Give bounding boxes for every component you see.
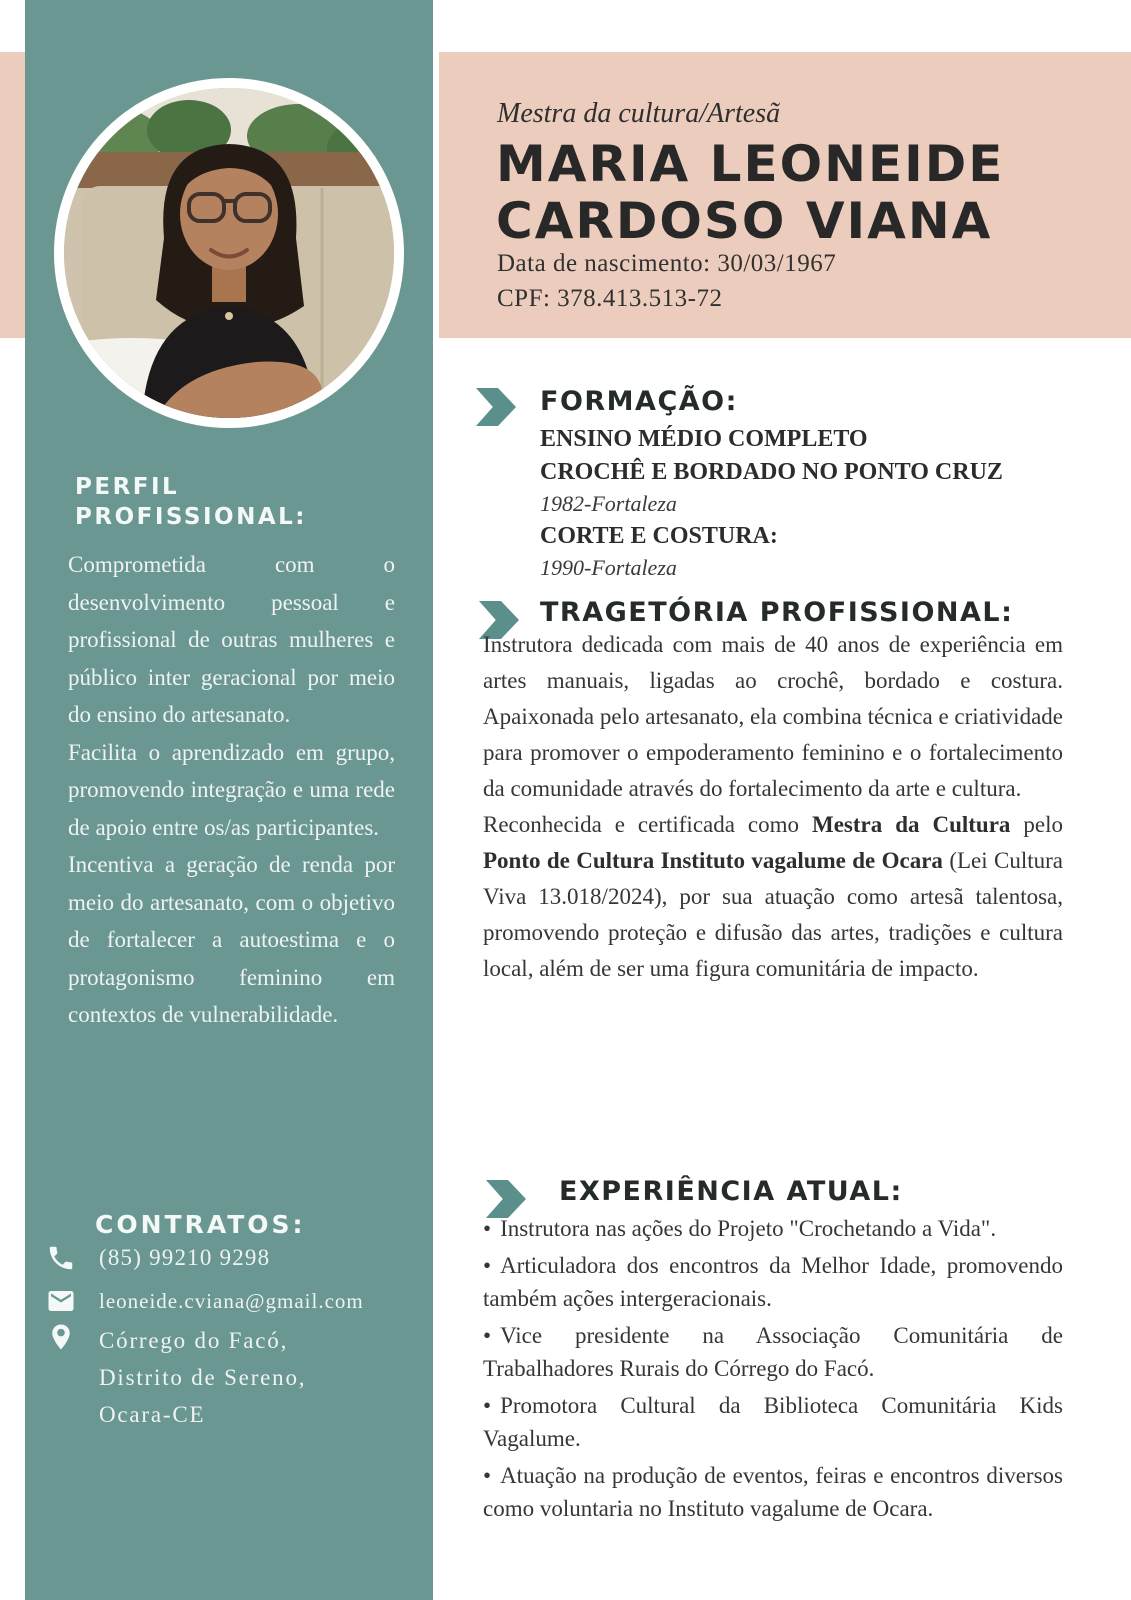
trajetoria-text: (Lei Cultura Viva 13.018/2024), por sua atuação como artesã talentosa, promovendo proteção e difusão das artes, tradições e cultura local, além de ser uma figura comunitária de impacto. bbox=[483, 848, 1063, 981]
education-item-title: CORTE E COSTURA: bbox=[540, 523, 778, 549]
experience-item bbox=[483, 1212, 1063, 1246]
contact-row-address bbox=[46, 1322, 306, 1433]
education-item-year: 1990-Fortaleza bbox=[540, 555, 677, 580]
person-name bbox=[496, 136, 1004, 250]
phone-icon bbox=[46, 1243, 76, 1273]
bullet-marker: • bbox=[483, 1392, 492, 1418]
profile-paragraph: Comprometida com o desenvolvimento pessoal e profissional de outras mulheres e público inter geracional por meio do ensino do artesanato. bbox=[68, 552, 395, 727]
address-line3: Ocara-CE bbox=[99, 1402, 206, 1427]
profile-paragraph: Facilita o aprendizado em grupo, promovendo integração e uma rede de apoio entre os/as participantes. bbox=[68, 739, 395, 840]
experience-text: Promotora Cultural da Biblioteca Comunitária Kids Vagalume. bbox=[483, 1392, 1063, 1451]
bullet-marker: • bbox=[483, 1462, 492, 1488]
sidebar bbox=[25, 0, 439, 1600]
education-item-year: 1982-Fortaleza bbox=[540, 491, 677, 516]
main-content bbox=[439, 0, 1131, 1600]
experience-text: Atuação na produção de eventos, feiras e encontros diversos como voluntaria no Instituto vagalume de Ocara. bbox=[483, 1462, 1063, 1521]
birth-date: Data de nascimento: 30/03/1967 bbox=[497, 250, 837, 277]
contact-row-phone bbox=[46, 1243, 270, 1273]
education-item-title: ENSINO MÉDIO COMPLETO bbox=[540, 426, 868, 452]
cpf-number: CPF: 378.413.513-72 bbox=[497, 285, 723, 312]
education-list bbox=[540, 424, 1100, 585]
contact-row-email bbox=[46, 1286, 364, 1316]
trajetoria-bold-org: Ponto de Cultura Instituto vagalume de Ocara bbox=[483, 848, 943, 873]
experience-list bbox=[483, 1212, 1063, 1529]
experience-text: Vice presidente na Associação Comunitária de Trabalhadores Rurais do Córrego do Facó. bbox=[483, 1322, 1063, 1381]
trajetoria-text: Reconhecida e certificada como bbox=[483, 812, 812, 837]
experience-item bbox=[483, 1319, 1063, 1386]
trajetoria-bold-title: Mestra da Cultura bbox=[812, 812, 1011, 837]
trajetoria-paragraph-2 bbox=[483, 807, 1063, 987]
section-title-formacao: FORMAÇÃO: bbox=[540, 386, 738, 417]
profile-title-line1: PERFIL bbox=[75, 474, 180, 500]
envelope-icon bbox=[46, 1286, 76, 1316]
experience-text: Instrutora nas ações do Projeto "Crochetando a Vida". bbox=[500, 1216, 997, 1241]
chevron-right-icon bbox=[476, 388, 516, 426]
experience-text: Articuladora dos encontros da Melhor Idade, promovendo também ações intergeracionais. bbox=[483, 1252, 1063, 1311]
email-address: leoneide.cviana@gmail.com bbox=[99, 1288, 364, 1313]
profile-paragraph: Incentiva a geração de renda por meio do artesanato, com o objetivo de fortalecer a autoestima e o protagonismo feminino em contextos de vulnerabilidade. bbox=[68, 852, 395, 1027]
person-name-line2: CARDOSO VIANA bbox=[496, 192, 993, 250]
profile-section-title bbox=[75, 472, 307, 532]
contacts-section-title: CONTRATOS: bbox=[95, 1210, 306, 1239]
profile-photo-illustration bbox=[64, 88, 394, 418]
address-line2: Distrito de Sereno, bbox=[99, 1365, 307, 1390]
profile-title-line2: PROFISSIONAL: bbox=[75, 504, 307, 530]
trajetoria-body bbox=[483, 627, 1063, 987]
experience-item bbox=[483, 1249, 1063, 1316]
experience-item bbox=[483, 1389, 1063, 1456]
profile-photo bbox=[54, 78, 404, 428]
education-item-title: CROCHÊ E BORDADO NO PONTO CRUZ bbox=[540, 459, 1003, 485]
bullet-marker: • bbox=[483, 1252, 492, 1278]
role-subtitle: Mestra da cultura/Artesã bbox=[497, 98, 781, 129]
trajetoria-text: pelo bbox=[1010, 812, 1063, 837]
location-pin-icon bbox=[46, 1322, 76, 1352]
experience-item bbox=[483, 1459, 1063, 1526]
bullet-marker: • bbox=[483, 1322, 492, 1348]
section-title-experiencia: EXPERIÊNCIA ATUAL: bbox=[559, 1176, 903, 1207]
profile-paragraphs bbox=[68, 546, 395, 1034]
person-name-line1: MARIA LEONEIDE bbox=[496, 135, 1005, 193]
trajetoria-paragraph-1: Instrutora dedicada com mais de 40 anos de experiência em artes manuais, ligadas ao crochê, bordado e costura. Apaixonada pelo artesanato, ela combina técnica e criatividade para promover o empoderamento feminino e o fortalecimento da comunidade através do fortalecimento da arte e cultura. bbox=[483, 632, 1063, 801]
section-title-trajetoria: TRAGETÓRIA PROFISSIONAL: bbox=[540, 597, 1014, 628]
bullet-marker: • bbox=[483, 1216, 492, 1241]
address-line1: Córrego do Facó, bbox=[99, 1328, 289, 1353]
phone-number: (85) 99210 9298 bbox=[99, 1245, 271, 1270]
address bbox=[99, 1322, 306, 1433]
